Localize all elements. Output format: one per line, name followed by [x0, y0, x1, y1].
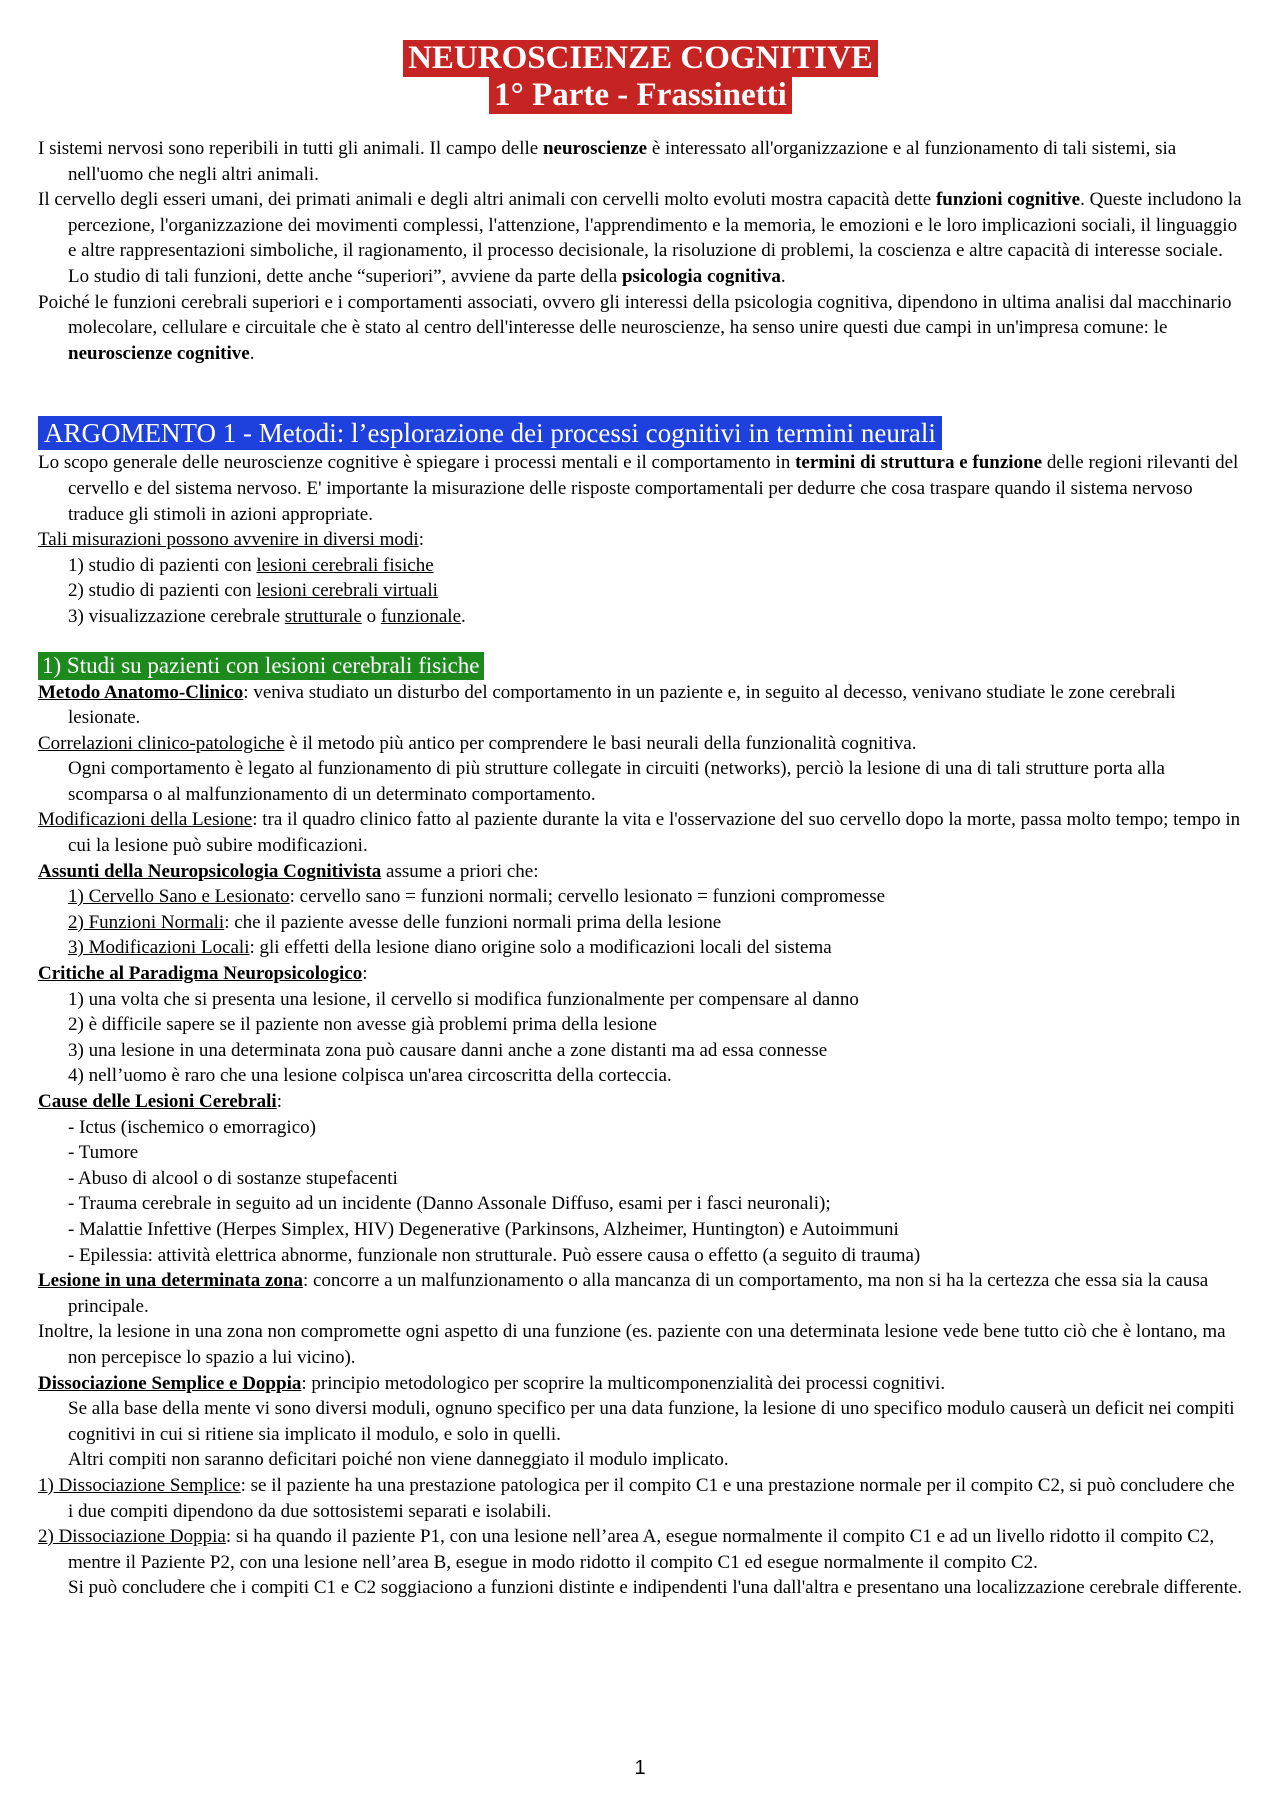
paragraph: I sistemi nervosi sono reperibili in tutti gli animali. Il campo delle neuroscienze è interessato all'organizzazione e al funzionamento di tali sistemi, sia nell'uomo che negli altri animali. [38, 138, 1177, 185]
paragraph: Lo studio di tali funzioni, dette anche “superiori”, avviene da parte della psicologia cognitiva. [68, 265, 786, 287]
title-block [38, 40, 1243, 114]
paragraph: Metodo Anatomo-Clinico: veniva studiato un disturbo del comportamento in un paziente e, in seguito al decesso, venivano studiate le zone cerebrali lesionate. [38, 681, 1176, 729]
list-item: - Epilessia: attività elettrica abnorme, funzionale non strutturale. Può essere causa o effetto (a seguito di trauma) [68, 1244, 921, 1266]
list-item: 1) Cervello Sano e Lesionato: cervello sano = funzioni normali; cervello lesionato = funzioni compromesse [68, 886, 886, 908]
paragraph: 1) Dissociazione Semplice: se il paziente ha una prestazione patologica per il compito C1 e una prestazione normale per il compito C2, si può concludere che i due compiti dipendono da due sottosistemi separati e isolabili. [38, 1474, 1235, 1522]
paragraph: Inoltre, la lesione in una zona non compromette ogni aspetto di una funzione (es. paziente con una determinata lesione vede bene tutto ciò che è lontano, ma non percepisce lo spazio a lui vicino). [38, 1321, 1226, 1368]
section-heading: ARGOMENTO 1 - Metodi: l’esplorazione dei processi cognitivi in termini neurali [38, 416, 942, 450]
list-item: - Abuso di alcool o di sostanze stupefacenti [68, 1167, 398, 1189]
paragraph: Si può concludere che i compiti C1 e C2 soggiaciono a funzioni distinte e indipendenti l'una dall'altra e presentano una localizzazione cerebrale differente. [68, 1577, 1243, 1599]
paragraph: Correlazioni clinico-patologiche è il metodo più antico per comprendere le basi neurali della funzionalità cognitiva. [38, 732, 917, 754]
list-item: 2) Funzioni Normali: che il paziente avesse delle funzioni normali prima della lesione [68, 911, 722, 933]
intro-section [38, 136, 1243, 366]
section-1 [38, 630, 1243, 1601]
list-item: 1) una volta che si presenta una lesione, il cervello si modifica funzionalmente per compensare al danno [68, 988, 859, 1010]
paragraph: Se alla base della mente vi sono diversi moduli, ognuno specifico per una data funzione, la lesione di uno specifico modulo causerà un deficit nei compiti cognitivi in cui si ritiene sia implicato il modulo, e solo in quelli. [68, 1398, 1235, 1445]
paragraph: 2) Dissociazione Doppia: si ha quando il paziente P1, con una lesione nell’area A, esegue normalmente il compito C1 e ad un livello ridotto il compito C2, mentre il Paziente P2, con una lesione nell’area B, esegue in modo ridotto il compito C1 ed esegue normalmente il compito C2. [38, 1526, 1215, 1573]
paragraph: Cause delle Lesioni Cerebrali: [38, 1091, 282, 1112]
paragraph: Tali misurazioni possono avvenire in diversi modi: [38, 529, 424, 551]
list-item: 4) nell’uomo è raro che una lesione colpisca un'area circoscritta della corteccia. [68, 1065, 672, 1087]
paragraph: Dissociazione Semplice e Doppia: principio metodologico per scoprire la multicomponenzialità dei processi cognitivi. [38, 1372, 946, 1394]
subsection-heading: 1) Studi su pazienti con lesioni cerebrali fisiche [38, 652, 484, 680]
argomento-section [38, 366, 1243, 629]
paragraph: Poiché le funzioni cerebrali superiori e i comportamenti associati, ovvero gli interessi della psicologia cognitiva, dipendono in ultima analisi dal macchinario molecolare, cellulare e circuitale che è stato al centro dell'interesse delle neuroscienze, ha senso unire questi due campi in un'impresa comune: le neuroscienze cognitive. [38, 291, 1232, 364]
paragraph: Lo scopo generale delle neuroscienze cognitive è spiegare i processi mentali e il comportamento in termini di struttura e funzione delle regioni rilevanti del cervello e del sistema nervoso. E' importante la misurazione delle risposte comportamentali per dedurre che cosa traspare quando il sistema nervoso traduce gli stimoli in azioni appropriate. [38, 452, 1239, 525]
paragraph: Il cervello degli esseri umani, dei primati animali e degli altri animali con cervelli molto evoluti mostra capacità dette funzioni cognitive. Queste includono la percezione, l'organizzazione dei movimenti complessi, l'attenzione, l'apprendimento e la memoria, le emozioni e le loro implicazioni sociali, il linguaggio e altre rappresentazioni simboliche, il ragionamento, il processo decisionale, la risoluzione di problemi, la coscienza e altre capacità di interesse sociale. [38, 189, 1242, 262]
paragraph: Altri compiti non saranno deficitari poiché non viene danneggiato il modulo implicato. [68, 1449, 729, 1471]
list-item: 2) studio di pazienti con lesioni cerebrali virtuali [68, 580, 438, 602]
list-item: 3) una lesione in una determinata zona può causare danni anche a zone distanti ma ad essa connesse [68, 1039, 828, 1061]
document-page [38, 40, 1243, 1601]
list-item: - Trauma cerebrale in seguito ad un incidente (Danno Assonale Diffuso, esami per i fasci neuronali); [68, 1193, 831, 1215]
page-number: 1 [634, 1757, 646, 1779]
list-item: - Malattie Infettive (Herpes Simplex, HIV) Degenerative (Parkinsons, Alzheimer, Huntington) e Autoimmuni [68, 1218, 899, 1240]
list-item: 3) Modificazioni Locali: gli effetti della lesione diano origine solo a modificazioni locali del sistema [68, 937, 832, 959]
paragraph: Critiche al Paradigma Neuropsicologico: [38, 963, 368, 985]
list-item: 1) studio di pazienti con lesioni cerebrali fisiche [68, 554, 434, 576]
list-item: - Ictus (ischemico o emorragico) [68, 1116, 316, 1138]
list-item: - Tumore [68, 1142, 139, 1164]
paragraph: Lesione in una determinata zona: concorre a un malfunzionamento o alla mancanza di un comportamento, ma non si ha la certezza che essa sia la causa principale. [38, 1270, 1209, 1317]
list-item: 3) visualizzazione cerebrale strutturale o funzionale. [68, 605, 466, 627]
paragraph: Assunti della Neuropsicologia Cognitivista assume a priori che: [38, 860, 539, 882]
paragraph: Ogni comportamento è legato al funzionamento di più strutture collegate in circuiti (networks), perciò la lesione di una di tali strutture porta alla scomparsa o al malfunzionamento di un determinato comportamento. [68, 758, 1165, 805]
paragraph: Modificazioni della Lesione: tra il quadro clinico fatto al paziente durante la vita e l'osservazione del suo cervello dopo la morte, passa molto tempo; tempo in cui la lesione può subire modificazioni. [38, 809, 1241, 857]
document-subtitle: 1° Parte - Frassinetti [489, 77, 792, 114]
document-title: NEUROSCIENZE COGNITIVE [403, 40, 878, 77]
list-item: 2) è difficile sapere se il paziente non avesse già problemi prima della lesione [68, 1014, 657, 1036]
